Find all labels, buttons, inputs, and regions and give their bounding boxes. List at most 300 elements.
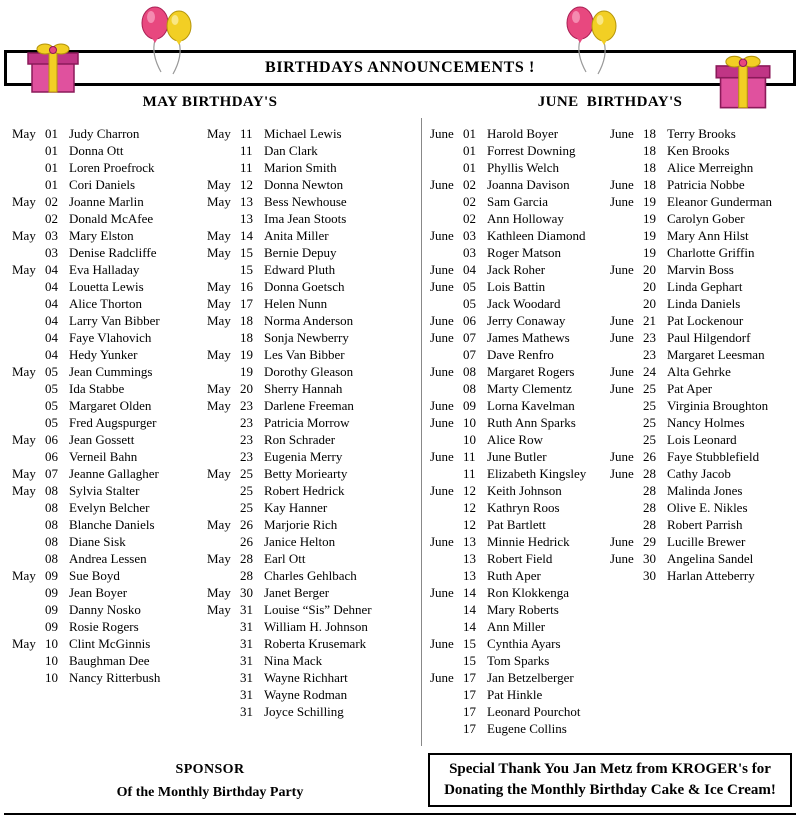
birthday-entry [207, 516, 412, 533]
day-number: 02 [463, 194, 476, 209]
day-number: 09 [45, 568, 58, 583]
birthday-entry [430, 465, 608, 482]
birthday-entry [12, 193, 202, 210]
month-label [610, 567, 643, 584]
sponsor-block [0, 760, 420, 806]
month-label: May [12, 364, 36, 379]
day-number: 01 [45, 177, 58, 192]
sponsor-title: SPONSOR [175, 762, 245, 777]
birthday-entry [12, 533, 202, 550]
birthday-entry [12, 499, 202, 516]
day-number: 12 [463, 500, 476, 515]
month-label [207, 652, 240, 669]
day-number: 19 [240, 364, 253, 379]
person-name: Mary Ann Hilst [667, 228, 749, 243]
day-number: 30 [643, 568, 656, 583]
birthday-entry [12, 346, 202, 363]
month-label [207, 142, 240, 159]
person-name: Mary Elston [69, 228, 134, 243]
month-label: May [207, 551, 231, 566]
month-label [207, 499, 240, 516]
month-label: May [12, 262, 36, 277]
day-number: 08 [463, 364, 476, 379]
birthday-entry [12, 465, 202, 482]
person-name: Andrea Lessen [69, 551, 147, 566]
birthday-entry [610, 176, 796, 193]
month-label [207, 686, 240, 703]
person-name: James Mathews [487, 330, 570, 345]
day-number: 23 [240, 449, 253, 464]
month-label [610, 227, 643, 244]
day-number: 17 [240, 296, 253, 311]
birthday-entry [207, 652, 412, 669]
person-name: Janet Berger [264, 585, 330, 600]
month-label [207, 414, 240, 431]
birthday-entry [610, 261, 796, 278]
person-name: Eva Halladay [69, 262, 140, 277]
birthday-entry [430, 125, 608, 142]
person-name: Nancy Ritterbush [69, 670, 161, 685]
month-label [430, 159, 463, 176]
month-label [430, 210, 463, 227]
day-number: 17 [463, 687, 476, 702]
month-label [610, 278, 643, 295]
month-label [430, 703, 463, 720]
person-name: Ima Jean Stoots [264, 211, 347, 226]
month-label: June [610, 381, 634, 396]
day-number: 28 [643, 466, 656, 481]
month-label: June [610, 534, 634, 549]
birthday-entry [207, 142, 412, 159]
person-name: Roberta Krusemark [264, 636, 367, 651]
month-label: June [430, 126, 454, 141]
day-number: 10 [45, 670, 58, 685]
person-name: William H. Johnson [264, 619, 368, 634]
day-number: 20 [643, 262, 656, 277]
person-name: Anita Miller [264, 228, 329, 243]
person-name: Dorothy Gleason [264, 364, 354, 379]
birthday-entry [12, 516, 202, 533]
month-label [610, 414, 643, 431]
month-label: June [430, 398, 454, 413]
birthday-entry [430, 176, 608, 193]
birthday-entry [430, 346, 608, 363]
birthday-entry [207, 329, 412, 346]
birthday-entry [12, 584, 202, 601]
person-name: Faye Vlahovich [69, 330, 152, 345]
person-name: Sue Boyd [69, 568, 120, 583]
birthday-entry [430, 261, 608, 278]
day-number: 04 [45, 347, 58, 362]
person-name: Betty Moriearty [264, 466, 348, 481]
month-label [207, 431, 240, 448]
birthday-entry [610, 159, 796, 176]
person-name: Sherry Hannah [264, 381, 343, 396]
birthday-entry [12, 159, 202, 176]
birthday-entry [207, 176, 412, 193]
may-section-header: MAY BIRTHDAY'S [142, 94, 278, 110]
person-name: Norma Anderson [264, 313, 354, 328]
birthday-entry [207, 448, 412, 465]
birthday-entry [12, 227, 202, 244]
person-name: Nancy Holmes [667, 415, 745, 430]
person-name: Eugenia Merry [264, 449, 343, 464]
month-label: June [430, 449, 454, 464]
june-section-header: JUNE BIRTHDAY'S [537, 94, 683, 110]
month-label [430, 550, 463, 567]
birthday-entry [12, 329, 202, 346]
birthday-entry [207, 227, 412, 244]
person-name: Sam Garcia [487, 194, 549, 209]
thank-you-box [428, 753, 792, 807]
day-number: 19 [643, 211, 656, 226]
day-number: 23 [240, 415, 253, 430]
month-label: June [610, 330, 634, 345]
month-label: May [12, 194, 36, 209]
month-label [430, 652, 463, 669]
month-label: May [207, 245, 231, 260]
birthday-entry [207, 533, 412, 550]
birthday-entry [610, 329, 796, 346]
month-label [207, 533, 240, 550]
person-name: Olive E. Nikles [667, 500, 748, 515]
thank-you-line-1: Special Thank You Jan Metz from KROGER's for [449, 761, 771, 777]
month-label [12, 159, 45, 176]
person-name: Harold Boyer [487, 126, 559, 141]
birthday-entry [207, 584, 412, 601]
birthday-entry [430, 567, 608, 584]
day-number: 14 [463, 619, 476, 634]
person-name: Clint McGinnis [69, 636, 151, 651]
person-name: Paul Hilgendorf [667, 330, 751, 345]
day-number: 23 [240, 432, 253, 447]
birthday-entry [430, 584, 608, 601]
person-name: Ruth Aper [487, 568, 541, 583]
page-bottom-rule [4, 813, 796, 815]
person-name: Pat Bartlett [487, 517, 546, 532]
day-number: 31 [240, 687, 253, 702]
month-label: June [430, 585, 454, 600]
day-number: 12 [463, 517, 476, 532]
month-label [207, 261, 240, 278]
birthday-entry [430, 397, 608, 414]
month-label [207, 669, 240, 686]
month-label [430, 516, 463, 533]
birthday-entry [430, 193, 608, 210]
day-number: 19 [643, 194, 656, 209]
birthday-entry [12, 363, 202, 380]
birthday-entry [12, 210, 202, 227]
birthday-entry [12, 652, 202, 669]
person-name: Jeanne Gallagher [69, 466, 159, 481]
day-number: 23 [240, 398, 253, 413]
person-name: Marty Clementz [487, 381, 572, 396]
birthday-entry [430, 516, 608, 533]
day-number: 06 [45, 449, 58, 464]
person-name: Kay Hanner [264, 500, 328, 515]
month-label [12, 210, 45, 227]
day-number: 07 [45, 466, 58, 481]
birthday-entry [430, 482, 608, 499]
month-label: May [12, 483, 36, 498]
person-name: Carolyn Gober [667, 211, 745, 226]
day-number: 30 [240, 585, 253, 600]
day-number: 04 [45, 330, 58, 345]
person-name: Patricia Nobbe [667, 177, 745, 192]
month-label: June [610, 364, 634, 379]
person-name: Ron Klokkenga [487, 585, 569, 600]
month-label: June [430, 483, 454, 498]
month-label [207, 363, 240, 380]
month-label: June [610, 262, 634, 277]
person-name: Robert Parrish [667, 517, 743, 532]
section-divider [421, 118, 422, 746]
june-birthday-list-column-1 [430, 125, 608, 737]
birthday-entry [12, 261, 202, 278]
day-number: 11 [463, 449, 476, 464]
day-number: 01 [45, 160, 58, 175]
birthday-entry [430, 329, 608, 346]
person-name: Donna Ott [69, 143, 124, 158]
person-name: Terry Brooks [667, 126, 736, 141]
person-name: Margaret Olden [69, 398, 152, 413]
month-label: June [430, 636, 454, 651]
person-name: Robert Field [487, 551, 553, 566]
birthday-entry [207, 193, 412, 210]
person-name: Minnie Hedrick [487, 534, 570, 549]
person-name: Charlotte Griffin [667, 245, 755, 260]
birthday-entry [12, 397, 202, 414]
day-number: 15 [240, 245, 253, 260]
birthday-entry [430, 363, 608, 380]
birthday-entry [207, 125, 412, 142]
person-name: Ann Miller [487, 619, 546, 634]
day-number: 15 [240, 262, 253, 277]
person-name: Louetta Lewis [69, 279, 144, 294]
month-label: May [12, 228, 36, 243]
day-number: 18 [240, 330, 253, 345]
birthday-entry [207, 703, 412, 720]
birthday-entry [207, 397, 412, 414]
month-label [12, 618, 45, 635]
month-label: May [207, 602, 231, 617]
person-name: Sylvia Stalter [69, 483, 140, 498]
person-name: Bernie Depuy [264, 245, 337, 260]
day-number: 17 [463, 721, 476, 736]
person-name: Michael Lewis [264, 126, 342, 141]
day-number: 02 [463, 177, 476, 192]
month-label [207, 448, 240, 465]
person-name: Lorna Kavelman [487, 398, 575, 413]
birthday-entry [610, 533, 796, 550]
person-name: Alice Merreighn [667, 160, 754, 175]
june-birthday-list-column-2 [610, 125, 796, 584]
person-name: Patricia Morrow [264, 415, 350, 430]
month-label: June [430, 313, 454, 328]
day-number: 18 [240, 313, 253, 328]
month-label [430, 618, 463, 635]
month-label [12, 584, 45, 601]
birthday-entry [12, 448, 202, 465]
day-number: 11 [240, 160, 253, 175]
month-label: May [207, 177, 231, 192]
person-name: Lois Leonard [667, 432, 737, 447]
day-number: 18 [643, 143, 656, 158]
month-label: May [12, 466, 36, 481]
gift-icon [24, 40, 82, 96]
birthday-entry [12, 431, 202, 448]
birthday-entry [207, 312, 412, 329]
birthday-entry [430, 669, 608, 686]
person-name: Angelina Sandel [667, 551, 754, 566]
person-name: Keith Johnson [487, 483, 562, 498]
day-number: 08 [45, 483, 58, 498]
month-label [207, 618, 240, 635]
month-label: May [207, 347, 231, 362]
month-label [610, 159, 643, 176]
day-number: 14 [240, 228, 253, 243]
day-number: 05 [45, 415, 58, 430]
birthday-entry [430, 312, 608, 329]
month-label: May [207, 126, 231, 141]
birthday-entry [12, 278, 202, 295]
month-label [12, 278, 45, 295]
person-name: Marion Smith [264, 160, 337, 175]
day-number: 25 [240, 500, 253, 515]
day-number: 28 [240, 551, 253, 566]
birthday-entry [610, 550, 796, 567]
birthday-entry [610, 193, 796, 210]
birthday-entry [610, 431, 796, 448]
birthday-entry [12, 618, 202, 635]
month-label: May [207, 279, 231, 294]
person-name: Ken Brooks [667, 143, 730, 158]
person-name: Donna Newton [264, 177, 344, 192]
person-name: Sonja Newberry [264, 330, 349, 345]
month-label: June [610, 194, 634, 209]
person-name: Jean Cummings [69, 364, 153, 379]
day-number: 13 [240, 194, 253, 209]
person-name: Alta Gehrke [667, 364, 731, 379]
person-name: Lucille Brewer [667, 534, 746, 549]
month-label: June [430, 670, 454, 685]
birthday-entry [430, 635, 608, 652]
person-name: Virginia Broughton [667, 398, 769, 413]
day-number: 10 [463, 415, 476, 430]
day-number: 25 [643, 381, 656, 396]
month-label: June [610, 313, 634, 328]
month-label: May [207, 381, 231, 396]
person-name: June Butler [487, 449, 547, 464]
month-label: May [12, 126, 36, 141]
month-label [430, 142, 463, 159]
birthday-entry [610, 397, 796, 414]
person-name: Blanche Daniels [69, 517, 155, 532]
day-number: 31 [240, 619, 253, 634]
month-label: June [430, 228, 454, 243]
day-number: 02 [45, 194, 58, 209]
person-name: Ruth Ann Sparks [487, 415, 576, 430]
person-name: Fred Augspurger [69, 415, 157, 430]
birthday-entry [207, 261, 412, 278]
day-number: 07 [463, 330, 476, 345]
person-name: Ida Stabbe [69, 381, 125, 396]
day-number: 25 [643, 432, 656, 447]
person-name: Bess Newhouse [264, 194, 347, 209]
birthday-entry [610, 363, 796, 380]
birthday-entry [430, 601, 608, 618]
month-label: May [12, 636, 36, 651]
person-name: Alice Row [487, 432, 543, 447]
day-number: 25 [643, 398, 656, 413]
person-name: Verneil Bahn [69, 449, 138, 464]
month-label [430, 431, 463, 448]
person-name: Jack Woodard [487, 296, 561, 311]
day-number: 31 [240, 653, 253, 668]
birthday-entry [207, 499, 412, 516]
birthday-entry [610, 380, 796, 397]
day-number: 04 [45, 262, 58, 277]
birthday-entry [207, 465, 412, 482]
person-name: Marjorie Rich [264, 517, 338, 532]
month-label: May [207, 517, 231, 532]
birthday-entry [610, 465, 796, 482]
month-label: May [207, 313, 231, 328]
day-number: 01 [45, 126, 58, 141]
month-label [207, 329, 240, 346]
birthday-entry [610, 346, 796, 363]
birthday-entry [430, 703, 608, 720]
birthday-entry [12, 142, 202, 159]
day-number: 14 [463, 602, 476, 617]
month-label: June [610, 466, 634, 481]
gift-icon [712, 52, 774, 112]
birthday-entry [430, 210, 608, 227]
month-label: May [207, 194, 231, 209]
person-name: Baughman Dee [69, 653, 150, 668]
day-number: 08 [463, 381, 476, 396]
month-label [207, 210, 240, 227]
month-label [207, 703, 240, 720]
birthday-entry [207, 159, 412, 176]
month-label: June [430, 534, 454, 549]
birthday-entry [207, 414, 412, 431]
birthday-entry [610, 210, 796, 227]
person-name: Eugene Collins [487, 721, 567, 736]
birthday-entry [207, 482, 412, 499]
birthday-entry [610, 312, 796, 329]
day-number: 13 [240, 211, 253, 226]
person-name: Loren Proefrock [69, 160, 155, 175]
birthday-entry [430, 431, 608, 448]
birthday-entry [12, 125, 202, 142]
day-number: 09 [463, 398, 476, 413]
birthday-entry [610, 482, 796, 499]
birthday-entry [430, 550, 608, 567]
birthday-entry [430, 380, 608, 397]
birthday-entry [207, 363, 412, 380]
month-label [610, 295, 643, 312]
person-name: Malinda Jones [667, 483, 743, 498]
birthday-entry [12, 601, 202, 618]
day-number: 05 [463, 296, 476, 311]
month-label [430, 499, 463, 516]
person-name: Harlan Atteberry [667, 568, 755, 583]
person-name: Tom Sparks [487, 653, 550, 668]
day-number: 02 [463, 211, 476, 226]
title-banner [4, 50, 796, 86]
day-number: 26 [240, 517, 253, 532]
